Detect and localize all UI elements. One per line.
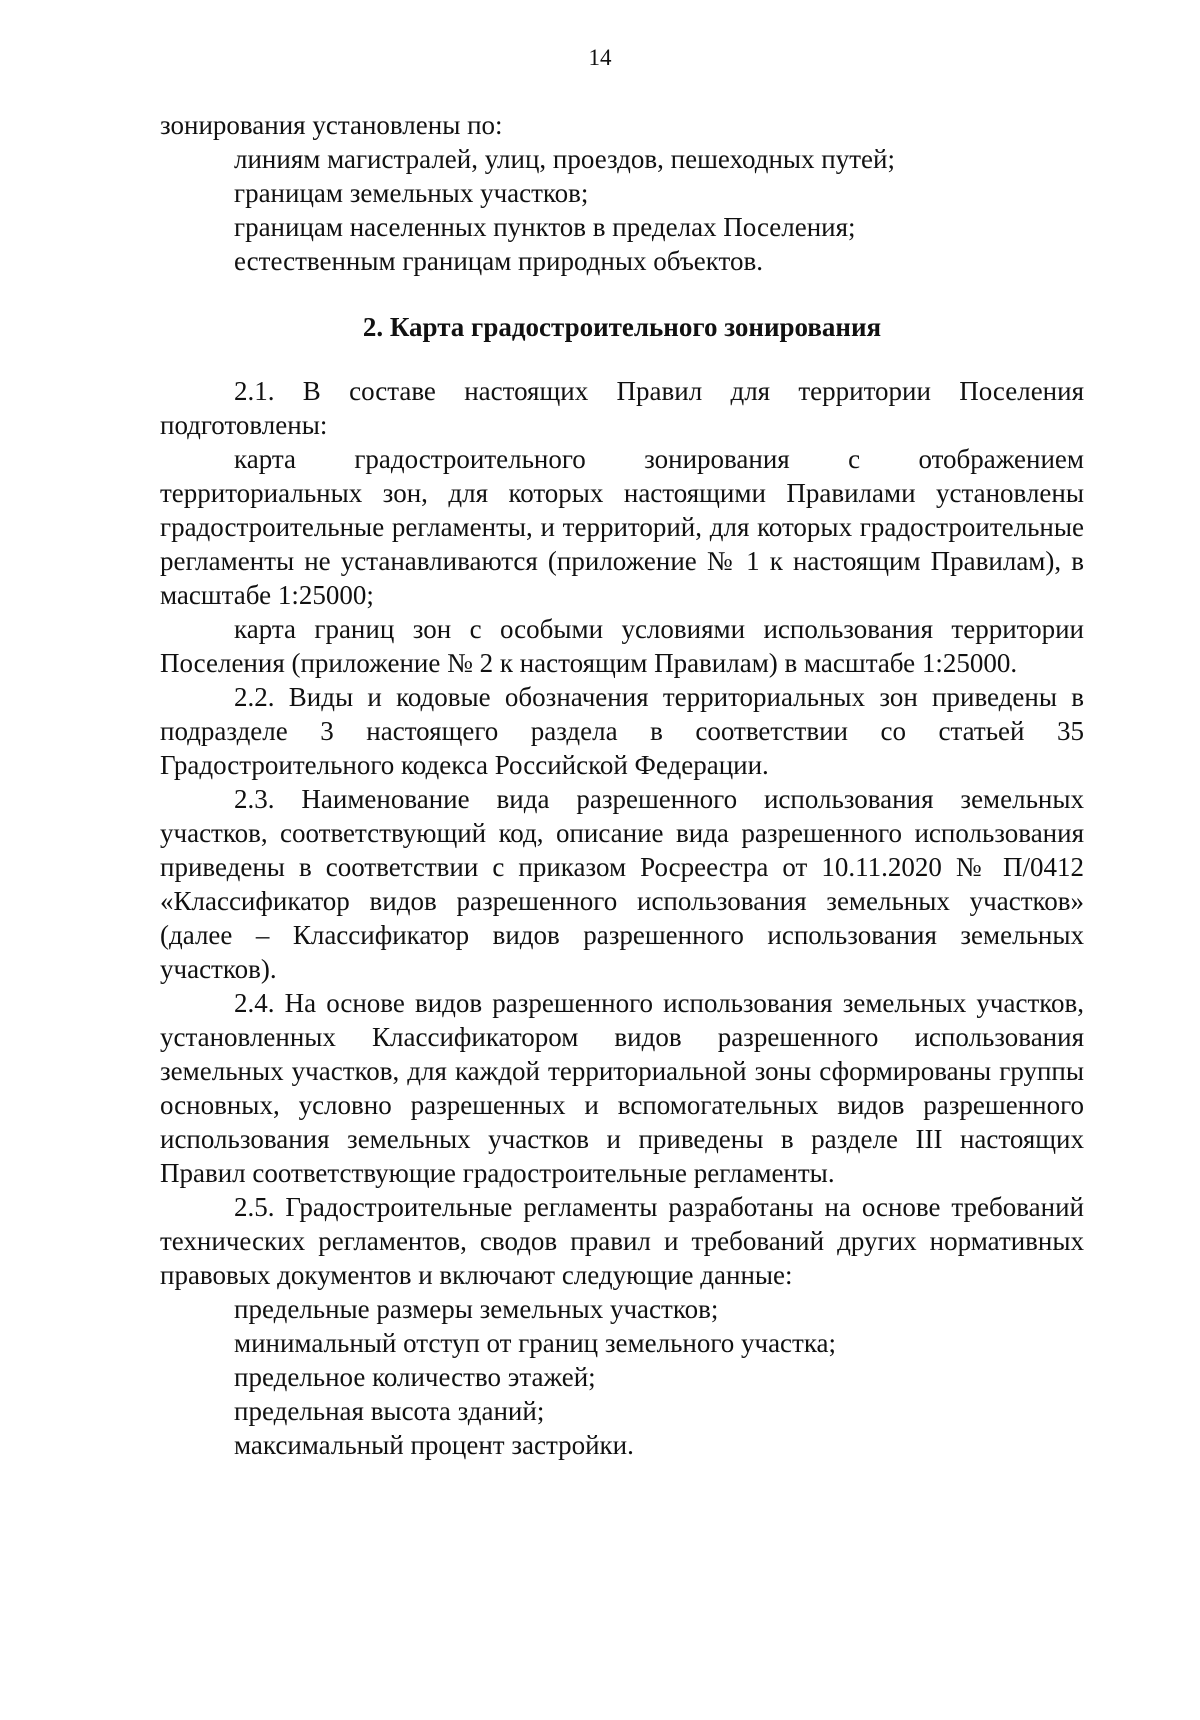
- intro-list-item: границам земельных участков;: [234, 178, 589, 208]
- paragraph-2-4: 2.4. На основе видов разрешенного использования земельных участков, установленных Классификатором видов разрешенного использования земельных участков, для каждой территориальной зоны сформированы группы основных, условно разрешенных и вспомогательных видов разрешенного использования земельных участков и приведены в разделе III настоящих Правил соответствующие градостроительные регламенты.: [160, 988, 1084, 1188]
- paragraph-2-5: 2.5. Градостроительные регламенты разработаны на основе требований технических регламентов, сводов правил и требований других нормативных правовых документов и включают следующие данные:: [160, 1192, 1084, 1290]
- intro-lead: зонирования установлены по:: [160, 110, 503, 140]
- regulation-list-item: предельная высота зданий;: [234, 1396, 545, 1426]
- regulation-list-item: предельное количество этажей;: [234, 1362, 596, 1392]
- regulation-list-item: предельные размеры земельных участков;: [234, 1294, 719, 1324]
- page-number: 14: [588, 45, 612, 70]
- regulation-list-item: максимальный процент застройки.: [234, 1430, 634, 1460]
- paragraph-2-2: 2.2. Виды и кодовые обозначения территориальных зон приведены в подразделе 3 настоящего раздела в соответствии со статьей 35 Градостроительного кодекса Российской Федерации.: [160, 682, 1084, 780]
- intro-list-item: границам населенных пунктов в пределах Поселения;: [234, 212, 856, 242]
- paragraph-2-3: 2.3. Наименование вида разрешенного использования земельных участков, соответствующий код, описание вида разрешенного использования приведены в соответствии с приказом Росреестра от 10.11.2020 № П/0412 «Классификатор видов разрешенного использования земельных участков» (далее – Классификатор видов разрешенного использования земельных участков).: [160, 784, 1084, 984]
- regulation-list-item: минимальный отступ от границ земельного участка;: [234, 1328, 837, 1358]
- paragraph-2-1-map-zoning: карта градостроительного зонирования с отображением территориальных зон, для которых настоящими Правилами установлены градостроительные регламенты, и территорий, для которых градостроительные регламенты не устанавливаются (приложение № 1 к настоящим Правилам), в масштабе 1:25000;: [160, 444, 1084, 610]
- paragraph-2-1-map-restrictions: карта границ зон с особыми условиями использования территории Поселения (приложение № 2 к настоящим Правилам) в масштабе 1:25000.: [160, 614, 1084, 678]
- section-heading: 2. Карта градостроительного зонирования: [362, 312, 882, 342]
- page-body: [160, 108, 1084, 1462]
- intro-list-item: естественным границам природных объектов.: [234, 246, 763, 276]
- intro-list-item: линиям магистралей, улиц, проездов, пешеходных путей;: [234, 144, 895, 174]
- paragraph-2-1: 2.1. В составе настоящих Правил для территории Поселения подготовлены:: [160, 376, 1084, 440]
